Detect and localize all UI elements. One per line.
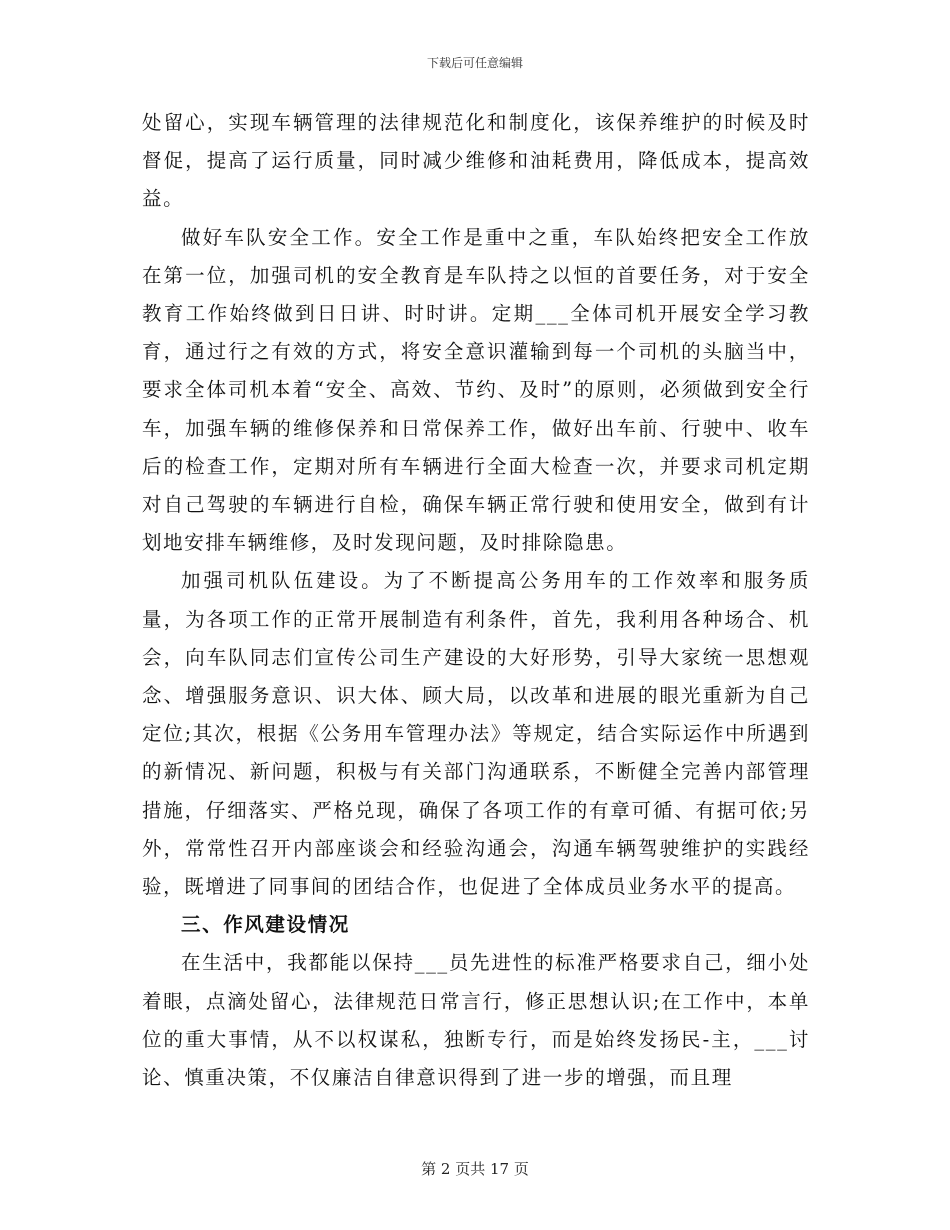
paragraph-team-building: 加强司机队伍建设。为了不断提高公务用车的工作效率和服务质量，为各项工作的正常开展制造有利条件，首先，我利用各种场合、机会，向车队同志们宣传公司生产建设的大好形势，引导大家统一思想观念、增强服务意识、识大体、顾大局，以改革和进展的眼光重新为自己定位;其次，根据《公务用车管理办法》等规定，结合实际运作中所遇到的新情况、新问题，积极与有关部门沟通联系，不断健全完善内部管理措施，仔细落实、严格兑现，确保了各项工作的有章可循、有据可依;另外，常常性召开内部座谈会和经验沟通会，沟通车辆驾驶维护的实践经验，既增进了同事间的团结合作，也促进了全体成员业务水平的提高。: [142, 569, 810, 899]
header-note: 下载后可任意编辑: [426, 56, 523, 70]
page-number: 第 2 页共 17 页: [421, 1160, 529, 1178]
paragraph-safety-work: 做好车队安全工作。安全工作是重中之重，车队始终把安全工作放在第一位，加强司机的安全教育是车队持之以恒的首要任务，对于安全教育工作始终做到日日讲、时时讲。定期___全体司机开展安全学习教育，通过行之有效的方式，将安全意识灌输到每一个司机的头脑当中，要求全体司机本着“安全、高效、节约、及时”的原则，必须做到安全行车，加强车辆的维修保养和日常保养工作，做好出车前、行驶中、收车后的检查工作，定期对所有车辆进行全面大检查一次，并要求司机定期对自己驾驶的车辆进行自检，确保车辆正常行驶和使用安全，做到有计划地安排车辆维修，及时发现问题，及时排除隐患。: [142, 225, 810, 555]
document-body: [142, 104, 810, 1097]
section-heading: 三、作风建设情况: [181, 913, 350, 937]
paragraph-conduct: 在生活中，我都能以保持___员先进性的标准严格要求自己，细小处着眼，点滴处留心，法律规范日常言行，修正思想认识;在工作中，本单位的重大事情，从不以权谋私，独断专行，而是始终发扬民-主，___讨论、慎重决策，不仅廉洁自律意识得到了进一步的增强，而且理: [142, 951, 810, 1090]
paragraph-continuation: 处留心，实现车辆管理的法律规范化和制度化，该保养维护的时候及时督促，提高了运行质量，同时减少维修和油耗费用，降低成本，提高效益。: [142, 111, 810, 211]
